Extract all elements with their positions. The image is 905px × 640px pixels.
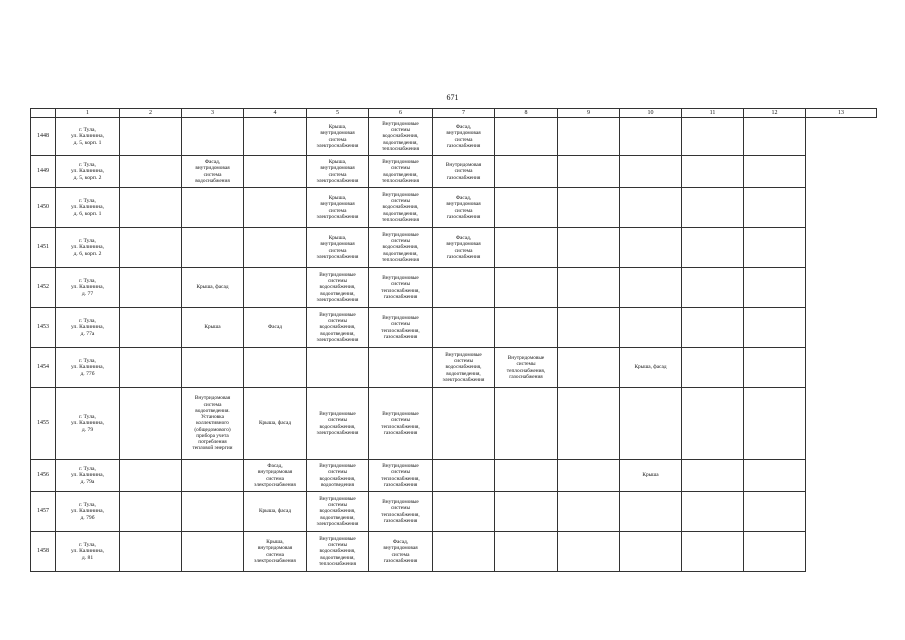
header-cell-blank bbox=[31, 109, 56, 118]
table-row bbox=[31, 156, 877, 188]
table-cell: Крыша, фасад bbox=[620, 348, 682, 388]
address-cell: г. Тула, ул. Калинина, д. 6, корп. 1 bbox=[56, 188, 120, 228]
table-cell: Внутридомовая система газоснабжения bbox=[433, 156, 495, 188]
table-cell bbox=[558, 188, 620, 228]
table-row bbox=[31, 348, 877, 388]
table-cell bbox=[120, 268, 182, 308]
row-number-cell: 1458 bbox=[31, 532, 56, 572]
header-cell: 7 bbox=[433, 109, 495, 118]
table-cell bbox=[495, 228, 558, 268]
table-cell bbox=[244, 118, 307, 156]
table-cell: Крыша, фасад bbox=[244, 388, 307, 460]
address-cell: г. Тула, ул. Калинина, д. 5, корп. 2 bbox=[56, 156, 120, 188]
header-cell: 10 bbox=[620, 109, 682, 118]
table-cell bbox=[682, 492, 744, 532]
address-cell: г. Тула, ул. Калинина, д. 6, корп. 2 bbox=[56, 228, 120, 268]
table-cell bbox=[120, 532, 182, 572]
row-number-cell: 1449 bbox=[31, 156, 56, 188]
table-cell bbox=[620, 118, 682, 156]
table-cell bbox=[433, 268, 495, 308]
table-cell bbox=[682, 268, 744, 308]
table-cell bbox=[495, 388, 558, 460]
header-cell: 2 bbox=[120, 109, 182, 118]
table-cell bbox=[620, 492, 682, 532]
table-cell bbox=[495, 118, 558, 156]
table-cell: Крыша bbox=[620, 460, 682, 492]
table-cell bbox=[244, 156, 307, 188]
table-cell: Фасад, внутридомовая система газоснабжения bbox=[433, 188, 495, 228]
table-cell bbox=[495, 532, 558, 572]
table-cell bbox=[558, 228, 620, 268]
row-number-cell: 1456 bbox=[31, 460, 56, 492]
table-cell bbox=[495, 156, 558, 188]
table-cell bbox=[682, 188, 744, 228]
table-cell bbox=[120, 388, 182, 460]
table-cell: Внутридомовые системы водоснабжения, водоотведения, электроснабжения bbox=[307, 268, 369, 308]
table-cell: Крыша, внутридомовая система электроснабжения bbox=[244, 532, 307, 572]
table-cell bbox=[433, 532, 495, 572]
table-cell: Внутридомовые системы водоснабжения, водоотведения, электроснабжения bbox=[433, 348, 495, 388]
table-cell bbox=[244, 228, 307, 268]
table-cell bbox=[744, 268, 806, 308]
table-cell bbox=[744, 492, 806, 532]
table-cell bbox=[120, 460, 182, 492]
address-cell: г. Тула, ул. Калинина, д. 79а bbox=[56, 460, 120, 492]
table-cell bbox=[495, 308, 558, 348]
row-number-cell: 1453 bbox=[31, 308, 56, 348]
table-cell: Внутридомовая система водоотведения. Установка коллективного (общедомового) прибора учета потребления тепловой энергии bbox=[182, 388, 244, 460]
address-cell: г. Тула, ул. Калинина, д. 81 bbox=[56, 532, 120, 572]
repair-schedule-table bbox=[30, 108, 877, 572]
table-cell bbox=[495, 460, 558, 492]
table-cell: Внутридомовые системы водоснабжения, водоотведения, электроснабжения bbox=[307, 492, 369, 532]
table-cell bbox=[620, 532, 682, 572]
table-cell bbox=[369, 348, 433, 388]
table-cell bbox=[182, 118, 244, 156]
table-cell bbox=[744, 188, 806, 228]
table-cell: Внутридомовые системы теплоснабжения, газоснабжения bbox=[369, 308, 433, 348]
header-cell: 11 bbox=[682, 109, 744, 118]
table-cell bbox=[182, 348, 244, 388]
table-row bbox=[31, 308, 877, 348]
table-cell bbox=[682, 460, 744, 492]
table-cell bbox=[682, 156, 744, 188]
header-cell: 13 bbox=[806, 109, 877, 118]
table-cell bbox=[744, 118, 806, 156]
table-cell bbox=[120, 492, 182, 532]
table-cell bbox=[244, 188, 307, 228]
table-cell bbox=[433, 492, 495, 532]
table-cell bbox=[620, 388, 682, 460]
address-cell: г. Тула, ул. Калинина, д. 5, корп. 1 bbox=[56, 118, 120, 156]
table-cell bbox=[120, 228, 182, 268]
table-cell bbox=[307, 348, 369, 388]
header-row bbox=[31, 109, 877, 118]
table-cell bbox=[682, 308, 744, 348]
table-cell bbox=[558, 118, 620, 156]
table-cell bbox=[433, 460, 495, 492]
header-cell: 8 bbox=[495, 109, 558, 118]
table-cell: Внутридомовые системы водоснабжения, водоотведения, теплоснабжения bbox=[369, 188, 433, 228]
table-cell bbox=[744, 388, 806, 460]
table-row bbox=[31, 268, 877, 308]
address-cell: г. Тула, ул. Калинина, д. 77б bbox=[56, 348, 120, 388]
table-cell bbox=[558, 388, 620, 460]
table-cell bbox=[120, 188, 182, 228]
table-cell bbox=[620, 228, 682, 268]
row-number-cell: 1448 bbox=[31, 118, 56, 156]
table-cell bbox=[558, 348, 620, 388]
table-cell: Крыша, фасад bbox=[244, 492, 307, 532]
table-row bbox=[31, 228, 877, 268]
table-cell bbox=[558, 492, 620, 532]
table-cell bbox=[120, 308, 182, 348]
table-cell: Фасад bbox=[244, 308, 307, 348]
table-cell: Фасад, внутридомовая система газоснабжения bbox=[369, 532, 433, 572]
table-cell bbox=[182, 228, 244, 268]
table-cell bbox=[744, 228, 806, 268]
table-row bbox=[31, 118, 877, 156]
row-number-cell: 1454 bbox=[31, 348, 56, 388]
table-cell bbox=[558, 156, 620, 188]
table-cell bbox=[495, 268, 558, 308]
table-cell bbox=[620, 308, 682, 348]
table-cell bbox=[558, 308, 620, 348]
table-cell: Фасад, внутридомовая система газоснабжения bbox=[433, 228, 495, 268]
table-row bbox=[31, 492, 877, 532]
table-cell bbox=[120, 118, 182, 156]
table-cell: Внутридомовые системы теплоснабжения, газоснабжения bbox=[495, 348, 558, 388]
header-cell: 12 bbox=[744, 109, 806, 118]
table-cell: Внутридомовые системы теплоснабжения, газоснабжения bbox=[369, 388, 433, 460]
table-cell bbox=[558, 460, 620, 492]
address-cell: г. Тула, ул. Калинина, д. 77а bbox=[56, 308, 120, 348]
row-number-cell: 1452 bbox=[31, 268, 56, 308]
table-cell bbox=[120, 156, 182, 188]
header-cell: 5 bbox=[307, 109, 369, 118]
table-cell bbox=[433, 388, 495, 460]
table-row bbox=[31, 460, 877, 492]
page-number: 671 bbox=[446, 93, 459, 102]
address-cell: г. Тула, ул. Калинина, д. 79 bbox=[56, 388, 120, 460]
table-cell: Внутридомовые системы водоснабжения, водоотведения bbox=[307, 460, 369, 492]
table-cell bbox=[620, 156, 682, 188]
table-row bbox=[31, 532, 877, 572]
table-cell bbox=[744, 460, 806, 492]
table-cell: Крыша bbox=[182, 308, 244, 348]
table-cell: Внутридомовые системы водоснабжения, электроснабжения bbox=[307, 388, 369, 460]
header-cell: 3 bbox=[182, 109, 244, 118]
table-cell: Внутридомовые системы водоснабжения, водоотведения, теплоснабжения bbox=[307, 532, 369, 572]
table-cell: Внутридомовые системы теплоснабжения, газоснабжения bbox=[369, 492, 433, 532]
table-cell bbox=[182, 460, 244, 492]
table-cell bbox=[682, 228, 744, 268]
table-cell: Крыша, внутридомовая система электроснабжения bbox=[307, 228, 369, 268]
table-cell: Внутридомовые системы теплоснабжения, газоснабжения bbox=[369, 268, 433, 308]
table-cell bbox=[558, 268, 620, 308]
table-cell bbox=[744, 532, 806, 572]
table-cell bbox=[120, 348, 182, 388]
table-cell bbox=[682, 532, 744, 572]
row-number-cell: 1450 bbox=[31, 188, 56, 228]
table-cell bbox=[558, 532, 620, 572]
table-cell: Внутридомовые системы водоснабжения, водоотведения, теплоснабжения bbox=[369, 118, 433, 156]
row-number-cell: 1457 bbox=[31, 492, 56, 532]
table-cell: Крыша, фасад bbox=[182, 268, 244, 308]
table-cell bbox=[244, 348, 307, 388]
table-cell bbox=[244, 268, 307, 308]
table-cell bbox=[182, 492, 244, 532]
table-row bbox=[31, 388, 877, 460]
table-cell bbox=[682, 388, 744, 460]
table-cell bbox=[744, 308, 806, 348]
table-cell bbox=[182, 532, 244, 572]
table-cell bbox=[620, 188, 682, 228]
table-cell: Фасад, внутридомовая система электроснабжения bbox=[244, 460, 307, 492]
header-cell: 6 bbox=[369, 109, 433, 118]
table-cell bbox=[744, 348, 806, 388]
table-cell: Внутридомовые системы водоснабжения, водоотведения, теплоснабжения bbox=[369, 228, 433, 268]
table-cell: Внутридомовые системы теплоснабжения, газоснабжения bbox=[369, 460, 433, 492]
table-cell bbox=[182, 188, 244, 228]
table-cell: Крыша, внутридомовая система электроснабжения bbox=[307, 118, 369, 156]
table-cell bbox=[744, 156, 806, 188]
table-row bbox=[31, 188, 877, 228]
row-number-cell: 1451 bbox=[31, 228, 56, 268]
address-cell: г. Тула, ул. Калинина, д. 77 bbox=[56, 268, 120, 308]
table-cell: Крыша, внутридомовая система электроснабжения bbox=[307, 188, 369, 228]
header-cell: 4 bbox=[244, 109, 307, 118]
table-cell bbox=[682, 348, 744, 388]
table-cell: Внутридомовые системы водоотведения, теплоснабжения bbox=[369, 156, 433, 188]
table-cell: Фасад, внутридомовая система газоснабжения bbox=[433, 118, 495, 156]
address-cell: г. Тула, ул. Калинина, д. 79б bbox=[56, 492, 120, 532]
table-cell bbox=[620, 268, 682, 308]
table-cell bbox=[433, 308, 495, 348]
table-cell: Внутридомовые системы водоснабжения, водоотведения, электроснабжения bbox=[307, 308, 369, 348]
row-number-cell: 1455 bbox=[31, 388, 56, 460]
table-cell: Фасад, внутридомовая система водоснабжения bbox=[182, 156, 244, 188]
header-cell: 9 bbox=[558, 109, 620, 118]
header-cell: 1 bbox=[56, 109, 120, 118]
table-cell bbox=[495, 492, 558, 532]
table-cell bbox=[682, 118, 744, 156]
table-cell bbox=[495, 188, 558, 228]
table-cell: Крыша, внутридомовая система электроснабжения bbox=[307, 156, 369, 188]
